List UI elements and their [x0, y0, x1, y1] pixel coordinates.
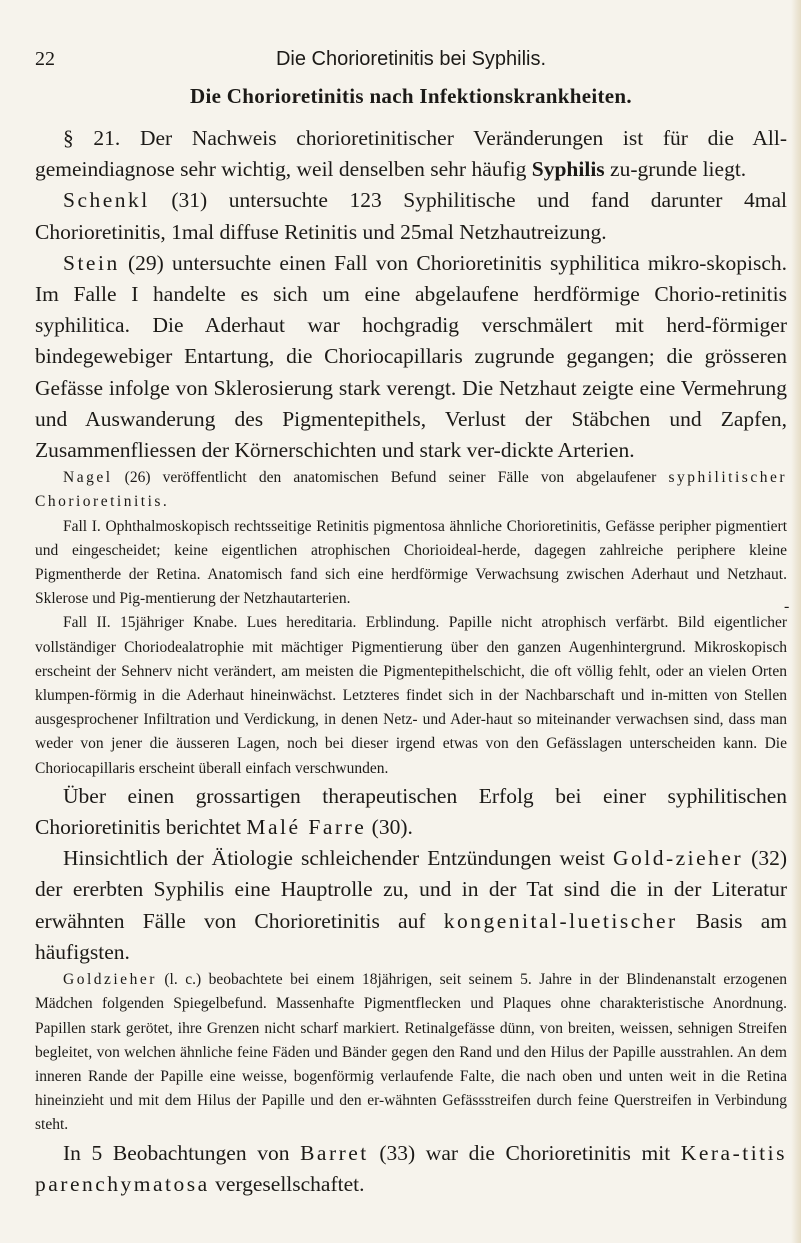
text: (33) war die Chorioretinitis mit: [368, 1140, 681, 1165]
paragraph-male-farre: [35, 781, 787, 843]
spaced-term: syphilitischer Chorioretinitis.: [35, 469, 787, 511]
author-name: Nagel: [63, 469, 113, 487]
text: (l. c.) beobachtete bei einem 18jährigen, seit seinem 5. Jahre in der Blindenanstalt erzogenen Mädchen folgenden Spiegelbefund. Massenhafte Pigmentflecken und Plaques ohne charakteristische Anordnung. Papillen stark gerötet, ihre Grenzen nicht scharf markiert. Retinalgefässe dünn, von breiten, weissen, sehnigen Streifen begleitet, von welchen ähnliche feine Fäden und Bänder gegen den Rand und den Hilus der Papille ausstrahlen. An dem inneren Rande der Papille eine weisse, bogenförmig verlaufende Falte, die nach oben und unten weit in die Retina hineinzieht und mit dem Hilus der Papille und den er-wähnten Gefässstreifen durch feine Querstreifen in Verbindung steht.: [35, 971, 787, 1134]
page-edge-shadow: [791, 0, 801, 1243]
text: Über einen grossartigen therapeutischen Erfolg bei einer syphilitischen Chorioretinitis berichtet: [35, 783, 787, 840]
author-name: Malé Farre: [246, 815, 367, 840]
running-head: [35, 48, 787, 84]
text: (31) untersuchte 123 Syphilitische und fand darunter 4mal Chorioretinitis, 1mal diffuse Retinitis und 25mal Netzhautreizung.: [35, 188, 787, 244]
paragraph-fall-1: Fall I. Ophthalmoskopisch rechtsseitige Retinitis pigmentosa ähnliche Chorioretinitis, Gefässe peripher pigmentiert und eingescheidet; keine eigentlichen atrophischen Chorioideal-herde, dagegen zahlreiche periphere kleine Pigmentherde der Retina. Anatomisch fand sich eine herdförmige Verwachsung zwischen Aderhaut und Netzhaut. Sklerose und Pig-mentierung der Netzhautarterien.: [35, 517, 787, 608]
text: (30).: [366, 815, 413, 840]
paragraph-stein: [35, 248, 787, 466]
text: zu-grunde liegt.: [604, 157, 747, 182]
author-name: Gold-zieher: [612, 846, 744, 871]
paragraph-nagel: [35, 466, 787, 514]
emphasis-syphilis: Syphilis: [531, 157, 605, 182]
section-heading: Die Chorioretinitis nach Infektionskrankheiten.: [190, 84, 632, 108]
page-number: 22: [35, 48, 55, 70]
author-name: Barret: [300, 1140, 369, 1165]
paragraph-barret: [35, 1138, 787, 1200]
paragraph-fall-2: Fall II. 15jähriger Knabe. Lues hereditaria. Erblindung. Papille nicht atrophisch verfärbt. Bild eigentlicher vollständiger Choriodealatrophie mit mächtiger Pigmentierung über den ganzen Augenhintergrund. Mikroskopisch erscheint der Sehnerv nicht verändert, am meisten die Pigmentepithelschicht, die oft völlig fehlt, oder an vielen Orten klumpen-förmig in die Aderhaut hineinwächst. Letzteres findet sich in der Nachbarschaft und in-mitten von Stellen ausgesprochener Infiltration und Verdickung, in denen Netz- und Ader-haut so miteinander verwachsen sind, dass man weder von jener die äusseren Lagen, noch bei dieser irgend etwas von den Gefässlagen unterscheiden kann. Die Choriocapillaris erscheint überall einfach verschwunden.: [35, 614, 787, 777]
author-name: Goldzieher: [63, 971, 157, 989]
author-name: Schenkl: [63, 188, 150, 213]
spaced-term: Kera-titis parenchymatosa: [35, 1140, 787, 1196]
text: In 5 Beobachtungen von: [63, 1140, 301, 1165]
running-title: Die Chorioretinitis bei Syphilis.: [275, 48, 547, 70]
text: (32) der ererbten Syphilis eine Hauptrolle zu, und in der Tat sind die in der Literatur erwähnten Fälle von Chorioretinitis auf: [35, 846, 787, 933]
paragraph-schenkl: [35, 185, 787, 247]
text: Hinsichtlich der Ätiologie schleichender Entzündungen weist: [63, 846, 613, 871]
author-name: Stein: [63, 250, 120, 275]
text: Basis am häufigsten.: [35, 908, 788, 964]
text: (29) untersuchte einen Fall von Chorioretinitis syphilitica mikro-skopisch. Im Falle I handelte es sich um eine abgelaufene herdförmige Chorio-retinitis syphilitica. Die Aderhaut war hochgradig verschmälert mit herd-förmiger bindegewebiger Entartung, die Choriocapillaris zugrunde gegangen; die grösseren Gefässe infolge von Sklerosierung stark verengt. Die Netzhaut zeigte eine Vermehrung und Auswanderung des Pigmentepithels, Verlust der Stäbchen und Zapfen, Zusammenfliessen der Körnerschichten und stark ver-dickte Arterien.: [35, 250, 787, 463]
spaced-term: kongenital-luetischer: [443, 908, 678, 933]
paragraph-21: [35, 123, 787, 185]
paragraph-aetiologie: [35, 843, 787, 968]
text: (26) veröffentlicht den anatomischen Befund seiner Fälle von abgelaufener: [112, 469, 669, 487]
paragraph-goldzieher: [35, 968, 787, 1137]
page: [35, 48, 790, 1200]
text: vergesellschaftet.: [209, 1171, 365, 1196]
margin-mark: -: [784, 598, 790, 615]
text: § 21. Der Nachweis chorioretinitischer Veränderungen ist für die All-gemeindiagnose sehr wichtig, weil denselben sehr häufig: [35, 126, 787, 182]
